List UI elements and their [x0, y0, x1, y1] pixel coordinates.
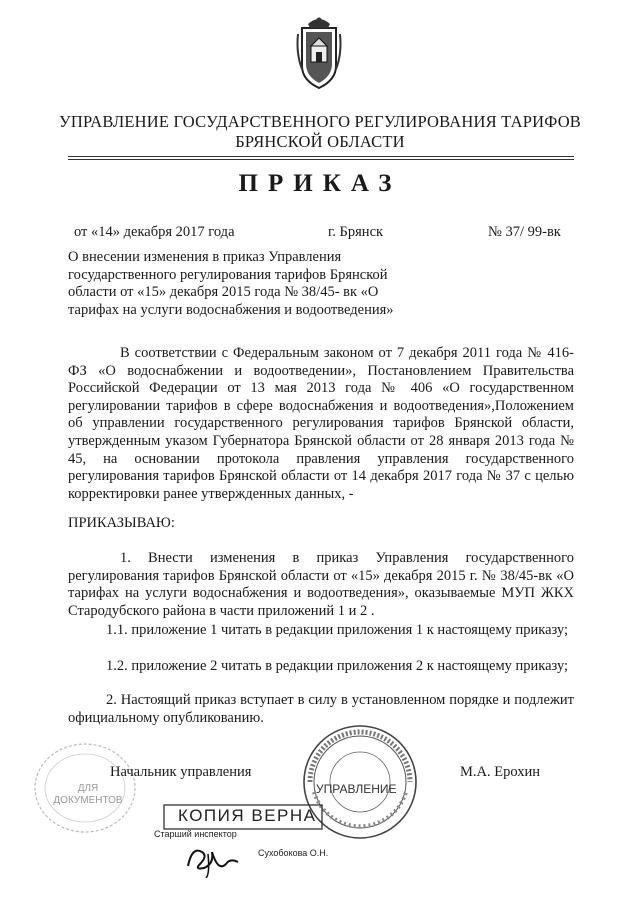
- document-city: г. Брянск: [328, 224, 384, 240]
- coat-of-arms-emblem: [294, 14, 344, 94]
- document-number: № 37/ 99-вк: [488, 224, 561, 240]
- item-1-1: 1.1. приложение 1 читать в редакции приложения 1 к настоящему приказу;: [106, 622, 569, 638]
- signatory-name: М.А. Ерохин: [460, 764, 541, 780]
- header-divider: [68, 156, 574, 157]
- item-1: 1. Внести изменения в приказ Управления государственного регулирования тарифов Брянской области от «15» декабря 2015 г. № 38/45-вк «О тарифах на услуги водоснабжения и водоотведения», оказываемые МУП ЖКХ Стародубского района в части приложений 1 и 2 .: [68, 550, 574, 619]
- organization-name-line-1: УПРАВЛЕНИЕ ГОСУДАРСТВЕННОГО РЕГУЛИРОВАНИЯ ТАРИФОВ: [58, 112, 582, 131]
- inspector-name: Сухобокова О.Н.: [258, 848, 329, 858]
- round-seal-text: УПРАВЛЕНИЕ: [316, 782, 397, 796]
- copy-verified-stamp: [150, 804, 325, 842]
- handwritten-signature-icon: [178, 838, 248, 878]
- signatory-position: Начальник управления: [110, 764, 252, 780]
- document-subject: О внесении изменения в приказ Управления государственного регулирования тарифов Брянской области от «15» декабря 2015 года № 38/45- вк «О тарифах на услуги водоснабжения и водоотведения»: [68, 249, 394, 318]
- document-date: от «14» декабря 2017 года: [74, 224, 235, 240]
- copy-verified-text: КОПИЯ ВЕРНА: [178, 806, 317, 825]
- order-word: ПРИКАЗЫВАЮ:: [68, 515, 175, 531]
- inspector-title: Старший инспектор: [154, 829, 237, 839]
- header-divider-2: [68, 159, 574, 160]
- preamble-paragraph: В соответствии с Федеральным законом от 7 декабря 2011 года № 416-ФЗ «О водоснабжении и водоотведении», Постановлением Правительства Российской Федерации от 13 мая 2013 года № 406 «О государственном регулировании тарифов в сфере водоснабжения и водоотведения»,Положением об управлении государственного регулирования тарифов Брянской области, утвержденным указом Губернатора Брянской области от 28 января 2013 года № 45, на основании протокола правления управления государственного регулирования тарифов Брянской области от 14 декабря 2017 года № 37 с целью корректировки ранее утвержденных данных, -: [68, 345, 574, 502]
- organization-name-line-2: БРЯНСКОЙ ОБЛАСТИ: [235, 132, 405, 151]
- item-2: 2. Настоящий приказ вступает в силу в установленном порядке и подлежит официальному опубликованию.: [68, 692, 574, 726]
- for-documents-text: ДЛЯ ДОКУМЕНТОВ: [53, 783, 123, 806]
- document-title: ПРИКАЗ: [238, 170, 402, 197]
- item-1-2: 1.2. приложение 2 читать в редакции приложения 2 к настоящему приказу;: [106, 658, 569, 674]
